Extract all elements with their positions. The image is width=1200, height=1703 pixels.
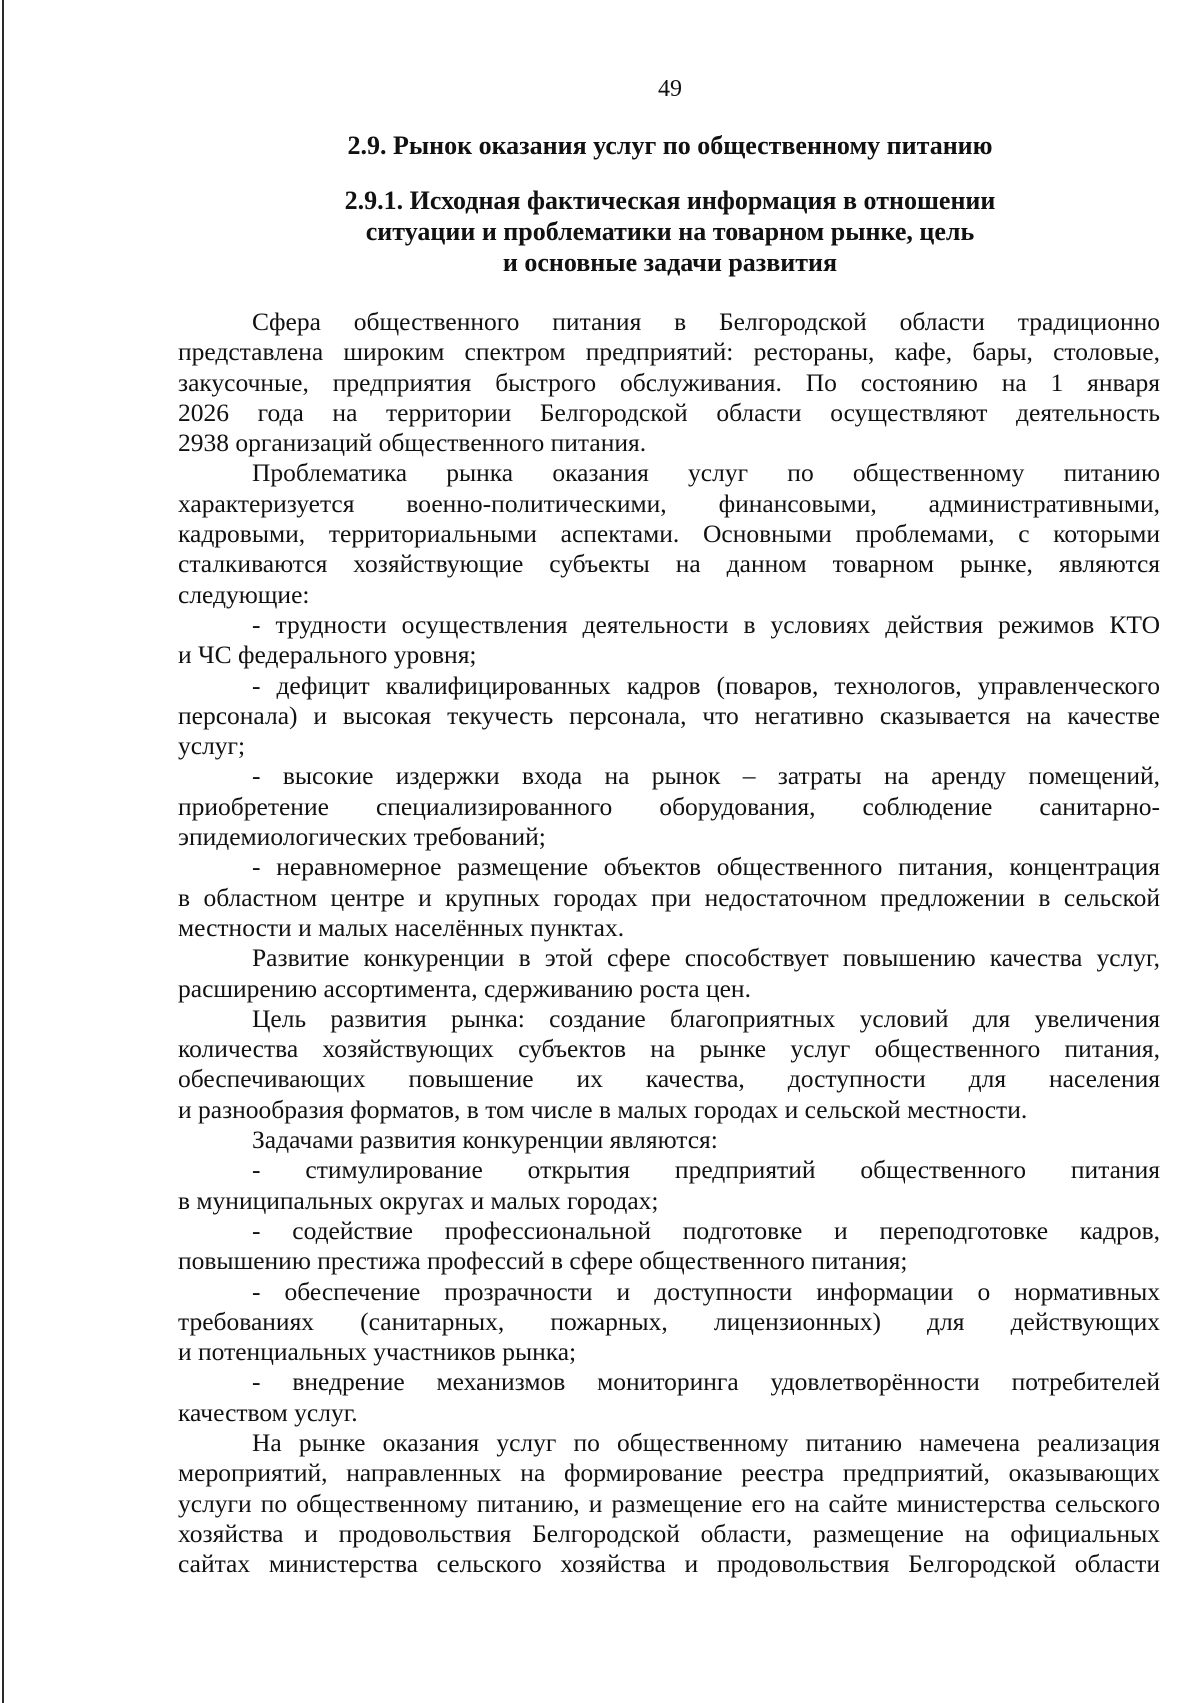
list-item-line: услуг; bbox=[178, 731, 246, 761]
list-item-line: требованиях (санитарных, пожарных, лицензионных) для действующих bbox=[178, 1306, 1160, 1336]
list-item-line: - трудности осуществления деятельности в условиях действия режимов КТО bbox=[252, 609, 1160, 639]
paragraph-line: сайтах министерства сельского хозяйства и продовольствия Белгородской области bbox=[178, 1549, 1160, 1579]
list-item-line: и потенциальных участников рынка; bbox=[178, 1337, 577, 1367]
list-item-line: местности и малых населённых пунктах. bbox=[178, 912, 625, 942]
paragraph-line: характеризуется военно-политическими, финансовыми, административными, bbox=[178, 488, 1160, 518]
paragraph-line: и разнообразия форматов, в том числе в малых городах и сельской местности. bbox=[178, 1094, 1028, 1124]
list-item-line: - внедрение механизмов мониторинга удовлетворённости потребителей bbox=[252, 1367, 1160, 1397]
paragraph-line: Сфера общественного питания в Белгородской области традиционно bbox=[252, 307, 1160, 336]
list-item-line: приобретение специализированного оборудования, соблюдение санитарно- bbox=[178, 791, 1160, 821]
paragraph-line: хозяйства и продовольствия Белгородской области, размещение на официальных bbox=[178, 1518, 1160, 1548]
paragraph-line: Развитие конкуренции в этой сфере способствует повышению качества услуг, bbox=[252, 943, 1160, 973]
paragraph-line: сталкиваются хозяйствующие субъекты на данном товарном рынке, являются bbox=[178, 549, 1160, 579]
page-number: 49 bbox=[658, 76, 682, 102]
paragraph-line: Задачами развития конкуренции являются: bbox=[252, 1125, 718, 1155]
list-item-line: качеством услуг. bbox=[178, 1397, 358, 1427]
list-item-line: эпидемиологических требований; bbox=[178, 822, 546, 852]
paragraph-line: На рынке оказания услуг по общественному питанию намечена реализация bbox=[252, 1427, 1160, 1457]
list-item-line: в муниципальных округах и малых городах; bbox=[178, 1185, 659, 1215]
subsection-title-line: 2.9.1. Исходная фактическая информация в отношении bbox=[344, 186, 996, 215]
list-item-line: - стимулирование открытия предприятий общественного питания bbox=[252, 1155, 1160, 1185]
paragraph-line: кадровыми, территориальными аспектами. Основными проблемами, с которыми bbox=[178, 519, 1160, 549]
section-title: 2.9. Рынок оказания услуг по общественному питанию bbox=[347, 131, 993, 160]
list-item-line: - дефицит квалифицированных кадров (поваров, технологов, управленческого bbox=[252, 670, 1160, 700]
list-item-line: - обеспечение прозрачности и доступности информации о нормативных bbox=[252, 1276, 1160, 1306]
paragraph-line: Проблематика рынка оказания услуг по общественному питанию bbox=[252, 458, 1160, 488]
paragraph-line: Цель развития рынка: создание благоприятных условий для увеличения bbox=[252, 1003, 1160, 1033]
paragraph-line: представлена широким спектром предприятий: рестораны, кафе, бары, столовые, bbox=[178, 337, 1160, 367]
paragraph-line: мероприятий, направленных на формирование реестра предприятий, оказывающих bbox=[178, 1458, 1160, 1488]
list-item-line: - неравномерное размещение объектов общественного питания, концентрация bbox=[252, 852, 1160, 882]
paragraph-line: следующие: bbox=[178, 579, 310, 609]
list-item-line: и ЧС федерального уровня; bbox=[178, 640, 477, 670]
body-text bbox=[178, 307, 1160, 1579]
list-item-line: - высокие издержки входа на рынок – затраты на аренду помещений, bbox=[252, 761, 1160, 791]
list-item-line: в областном центре и крупных городах при недостаточном предложении в сельской bbox=[178, 882, 1160, 912]
paragraph-line: обеспечивающих повышение их качества, доступности для населения bbox=[178, 1064, 1160, 1094]
list-item-line: повышению престижа профессий в сфере общественного питания; bbox=[178, 1246, 908, 1276]
paragraph-line: 2938 организаций общественного питания. bbox=[178, 428, 647, 458]
paragraph-line: услуги по общественному питанию, и размещение его на сайте министерства сельского bbox=[178, 1488, 1160, 1518]
subsection-title bbox=[0, 185, 1200, 278]
subsection-title-line: ситуации и проблематики на товарном рынке, цель bbox=[365, 217, 975, 246]
subsection-title-line: и основные задачи развития bbox=[502, 248, 838, 277]
paragraph-line: расширению ассортимента, сдерживанию роста цен. bbox=[178, 973, 751, 1003]
paragraph-line: количества хозяйствующих субъектов на рынке услуг общественного питания, bbox=[178, 1034, 1160, 1064]
list-item-line: персонала) и высокая текучесть персонала, что негативно сказывается на качестве bbox=[178, 700, 1160, 730]
paragraph-line: закусочные, предприятия быстрого обслуживания. По состоянию на 1 января bbox=[178, 367, 1160, 397]
list-item-line: - содействие профессиональной подготовке и переподготовке кадров, bbox=[252, 1215, 1160, 1245]
paragraph-line: 2026 года на территории Белгородской области осуществляют деятельность bbox=[178, 397, 1160, 427]
